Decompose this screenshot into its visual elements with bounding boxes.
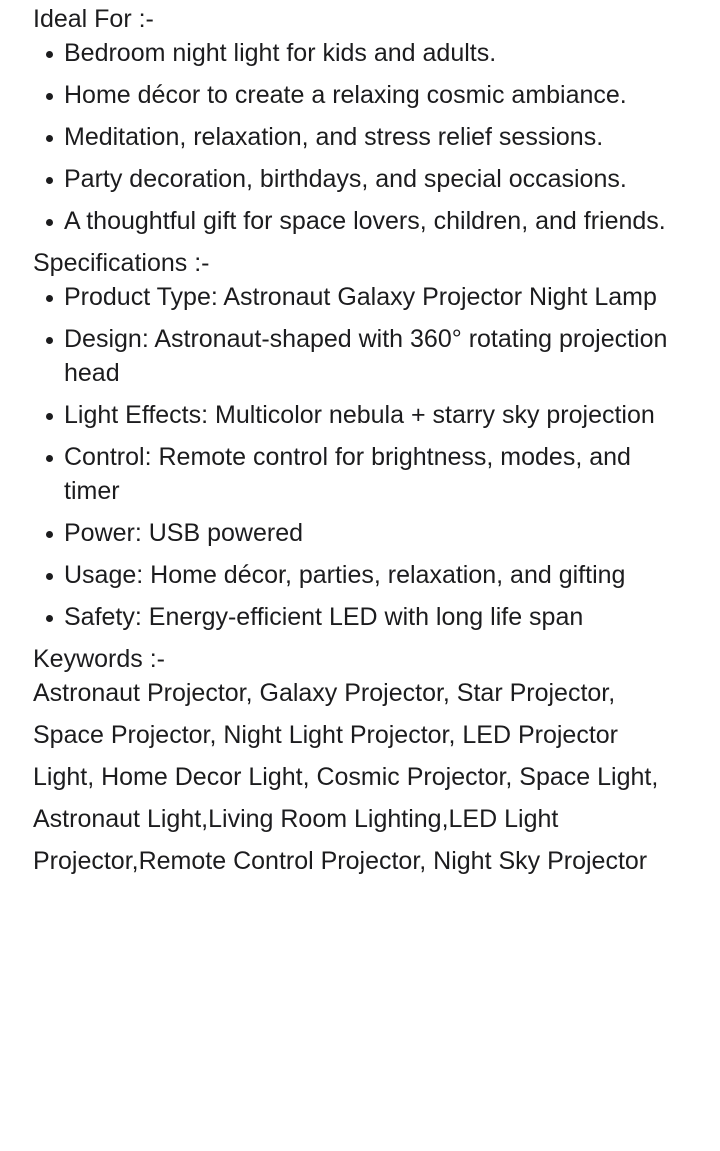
list-item bbox=[33, 600, 680, 634]
list-item bbox=[33, 78, 680, 112]
list-item-text: Party decoration, birthdays, and special occasions. bbox=[64, 165, 627, 193]
list-item-text: Usage: Home décor, parties, relaxation, and gifting bbox=[64, 561, 626, 589]
list-item bbox=[33, 162, 680, 196]
list-item-text: Meditation, relaxation, and stress relief sessions. bbox=[64, 123, 604, 151]
specifications-heading: Specifications :- bbox=[33, 249, 210, 277]
bullet-icon bbox=[46, 531, 53, 538]
list-item bbox=[33, 398, 680, 432]
list-item-text: Bedroom night light for kids and adults. bbox=[64, 39, 497, 67]
list-item bbox=[33, 440, 680, 508]
list-item-text: Light Effects: Multicolor nebula + starry sky projection bbox=[64, 401, 655, 429]
list-item-text: Product Type: Astronaut Galaxy Projector Night Lamp bbox=[64, 283, 657, 311]
bullet-icon bbox=[46, 51, 53, 58]
bullet-icon bbox=[46, 413, 53, 420]
bullet-icon bbox=[46, 337, 53, 344]
list-item bbox=[33, 516, 680, 550]
specifications-list bbox=[33, 280, 680, 634]
bullet-icon bbox=[46, 295, 53, 302]
bullet-icon bbox=[46, 93, 53, 100]
list-item-text: Power: USB powered bbox=[64, 519, 304, 547]
list-item bbox=[33, 120, 680, 154]
keywords-text: Astronaut Projector, Galaxy Projector, Star Projector, Space Projector, Night Light Projector, LED Projector Light, Home Decor Light, Cosmic Projector, Space Light, Astronaut Light,Living Room Lighting,LED Light Projector,Remote Control Projector, Night Sky Projector bbox=[33, 679, 659, 875]
list-item-text: A thoughtful gift for space lovers, children, and friends. bbox=[64, 207, 666, 235]
bullet-icon bbox=[46, 573, 53, 580]
bullet-icon bbox=[46, 135, 53, 142]
bullet-icon bbox=[46, 177, 53, 184]
ideal-for-heading: Ideal For :- bbox=[33, 5, 154, 33]
list-item-text: Control: Remote control for brightness, modes, and timer bbox=[64, 443, 631, 505]
list-item bbox=[33, 280, 680, 314]
bullet-icon bbox=[46, 455, 53, 462]
list-item-text: Design: Astronaut-shaped with 360° rotating projection head bbox=[64, 325, 668, 387]
bullet-icon bbox=[46, 219, 53, 226]
list-item bbox=[33, 558, 680, 592]
bullet-icon bbox=[46, 615, 53, 622]
list-item-text: Safety: Energy-efficient LED with long life span bbox=[64, 603, 584, 631]
ideal-for-list bbox=[33, 36, 680, 238]
list-item bbox=[33, 322, 680, 390]
list-item bbox=[33, 204, 680, 238]
list-item bbox=[33, 36, 680, 70]
list-item-text: Home décor to create a relaxing cosmic ambiance. bbox=[64, 81, 627, 109]
keywords-heading: Keywords :- bbox=[33, 645, 165, 673]
